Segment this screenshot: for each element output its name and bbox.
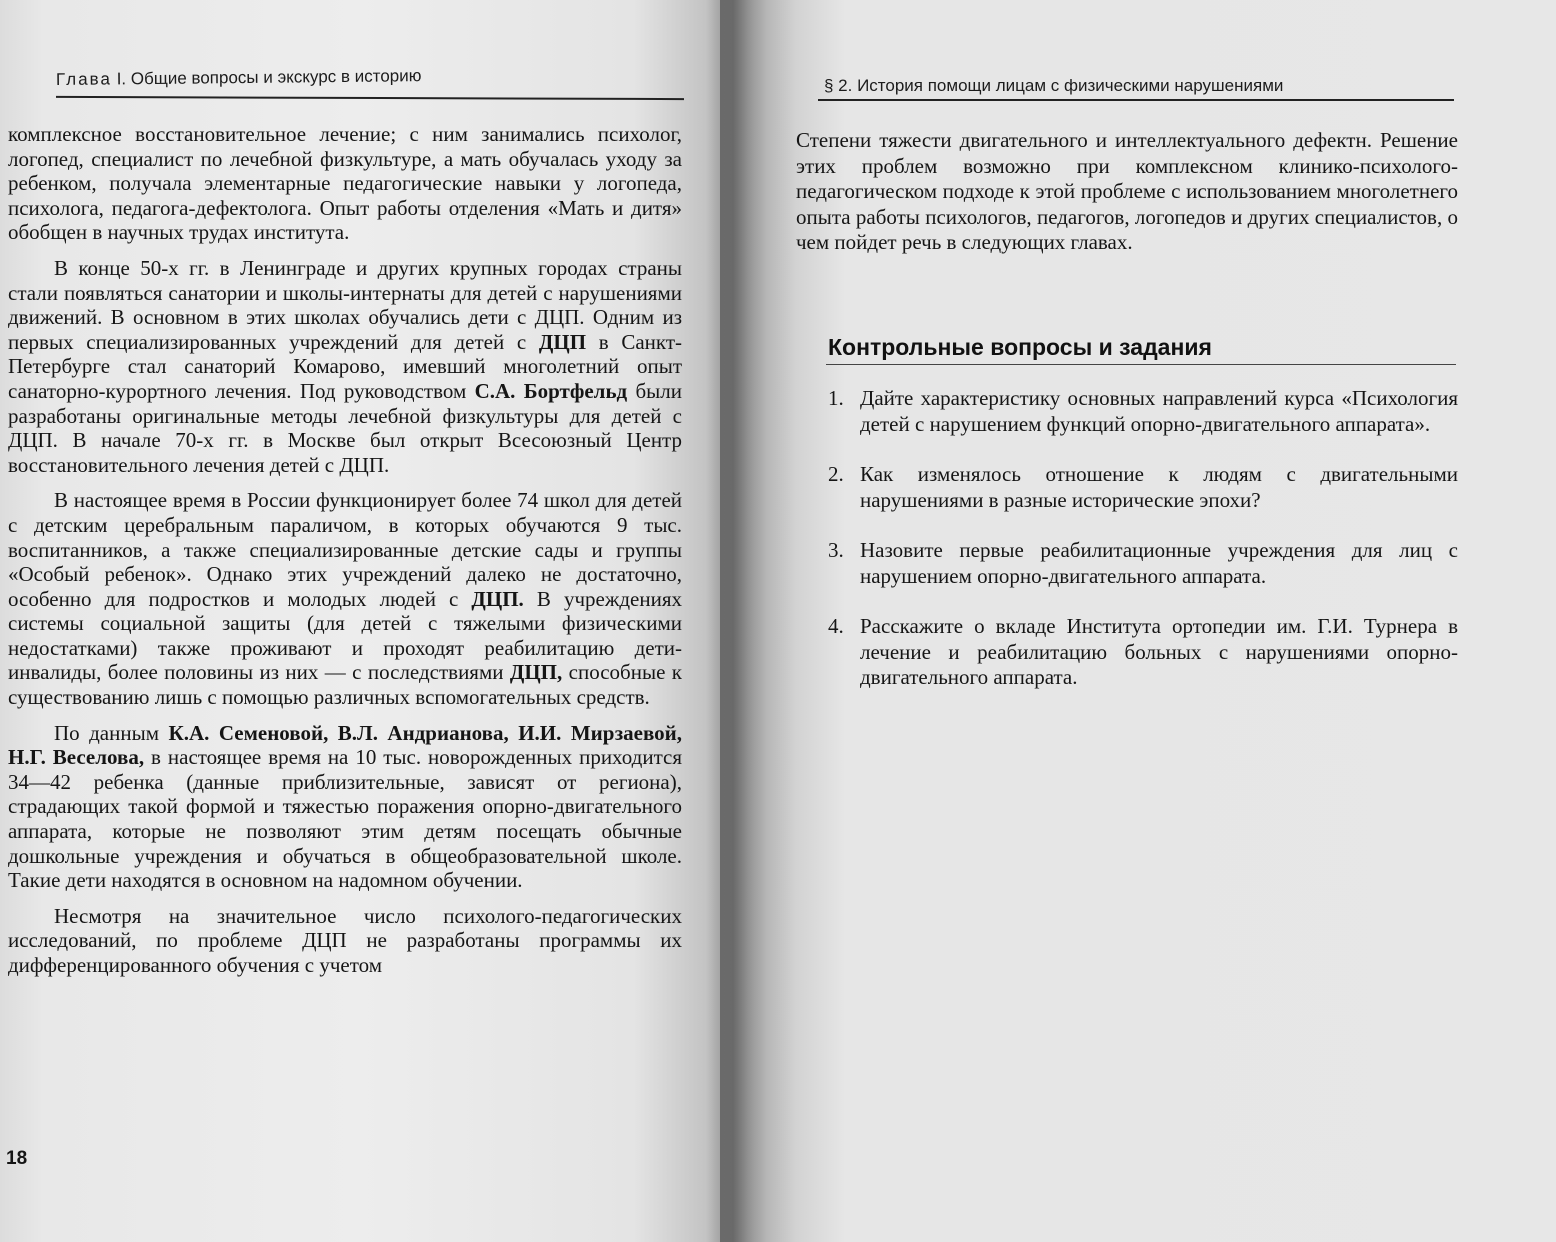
- paragraph: [8, 904, 682, 978]
- paragraph-text: комплексное восстановительное лечение; с ним занимались психолог, логопед, специалист по лечебной физкультуре, а мать обучалась уходу за ребенком, получала элементарные педагогические навыки у логопеда, психолога, педагога-дефектолога. Опыт работы отделения «Мать и дитя» обобщен в научных трудах института.: [8, 122, 682, 245]
- paragraph: [8, 488, 682, 709]
- right-page: [720, 0, 1556, 1242]
- paragraph: Степени тяжести двигательного и интеллектуального дефектн. Решение этих проблем возможно при комплексном клинико-психолого-педагогическом подходе к этой проблеме с использованием многолетнего опыта работы психологов, педагогов, логопедов и других специалистов, о чем пойдет речь в следующих главах.: [796, 128, 1458, 254]
- question-text: Расскажите о вкладе Института ортопедии им. Г.И. Турнера в лечение и реабилитацию больных с нарушениями опорно-двигательного аппарата.: [860, 614, 1458, 689]
- chapter-number: I.: [116, 69, 127, 89]
- paragraph-text: в настоящее время на 10 тыс. новорожденных приходится 34—42 ребенка (данные приблизительные, зависят от региона), страдающих такой формой и тяжестью поражения опорно-двигательного аппарата, которые не позволяют этим детям посещать обычные дошкольные учреждения и обучаться в общеобразовательной школе. Такие дети находятся в основном на надомном обучении.: [8, 745, 682, 893]
- section-heading-rule: [826, 364, 1456, 365]
- question-item: [824, 386, 1458, 437]
- questions-list: [824, 386, 1458, 716]
- left-header-rule: [56, 96, 684, 100]
- chapter-word: Глава: [55, 69, 113, 89]
- left-running-head: [56, 66, 422, 90]
- paragraph-text: В учреждениях системы социальной защиты (для детей с тяжелыми физическими недостатками) также проживают и проходят реабилитацию дети-инвалиды, более половины из них — с последствиями: [8, 586, 682, 685]
- page-number: 18: [6, 1148, 28, 1169]
- right-body-text: [796, 128, 1458, 256]
- question-text: Дайте характеристику основных направлений курса «Психология детей с нарушением функций опорно-двигательного аппарата».: [860, 386, 1458, 436]
- bold-names: К.А. Семеновой, В.Л. Андрианова, И.И. Мирзаевой, Н.Г. Веселова,: [8, 720, 682, 770]
- question-item: [824, 614, 1458, 691]
- question-number: 4.: [828, 614, 844, 638]
- question-text: Назовите первые реабилитационные учреждения для лиц с нарушением опорно-двигательного аппарата.: [860, 538, 1458, 588]
- paragraph-text: были разработаны оригинальные методы лечебной физкультуры для детей с ДЦП. В начале 70-х гг. в Москве был открыт Всесоюзный Центр восстановительного лечения детей с ДЦП.: [8, 378, 683, 477]
- left-page: [0, 0, 720, 1242]
- right-header-rule: [818, 99, 1454, 101]
- paragraph-text: Несмотря на значительное число психолого-педагогических исследований, по проблеме ДЦП не разработаны программы их дифференцированного обучения с учетом: [8, 903, 682, 977]
- paragraph: [8, 256, 682, 477]
- question-number: 1.: [828, 386, 844, 410]
- section-heading: Контрольные вопросы и задания: [828, 334, 1212, 360]
- question-number: 3.: [828, 538, 844, 562]
- bold-term: ДЦП.: [471, 586, 524, 611]
- paragraph-text: В настоящее время в России функционирует более 74 школ для детей с детским церебральным параличом, в которых обучаются 9 тыс. воспитанников, а также специализированные детские сады и группы «Особый ребенок». Однако этих учреждений далеко не достаточно, особенно для подростков и молодых людей с: [8, 488, 682, 611]
- right-running-head: § 2. История помощи лицам с физическими нарушениями: [824, 76, 1284, 95]
- question-item: [824, 538, 1458, 589]
- paragraph: [8, 721, 682, 893]
- bold-term: ДЦП,: [509, 660, 563, 685]
- chapter-title: Общие вопросы и экскурс в историю: [130, 66, 422, 89]
- bold-term: ДЦП: [538, 329, 587, 354]
- question-number: 2.: [828, 462, 844, 486]
- bold-name: С.А. Бортфельд: [474, 378, 628, 403]
- question-text: Как изменялось отношение к людям с двигательными нарушениями в разные исторические эпохи?: [860, 462, 1458, 512]
- paragraph-text: способные к существованию лишь с помощью различных вспомогательных средств.: [8, 660, 682, 710]
- paragraph-text: В конце 50-х гг. в Ленинграде и других крупных городах страны стали появляться санатории и школы-интернаты для детей с нарушениями движений. В основном в этих школах обучались дети с ДЦП. Одним из первых специализированных учреждений для детей с: [8, 255, 682, 354]
- question-item: [824, 462, 1458, 513]
- paragraph: [8, 122, 682, 245]
- paragraph-text: По данным: [54, 720, 169, 745]
- left-body-text: [8, 122, 682, 978]
- paragraph-text: в Санкт-Петербурге стал санаторий Комарово, имевший многолетний опыт санаторно-курортного лечения. Под руководством: [8, 329, 682, 403]
